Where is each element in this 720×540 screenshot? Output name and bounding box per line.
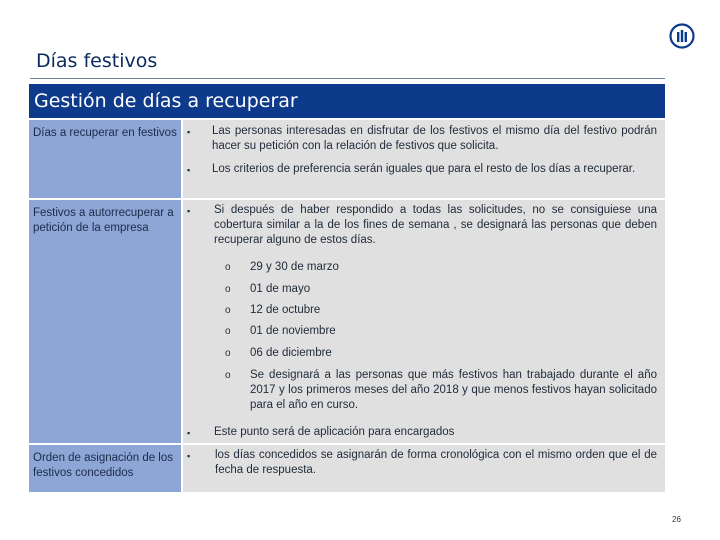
bullet-marker: ▪: [187, 451, 191, 461]
sub-item-text: 29 y 30 de marzo: [250, 261, 339, 273]
sub-bullet-marker: o: [225, 326, 231, 337]
bullet-marker: ▪: [187, 127, 191, 137]
sub-bullet-marker: o: [225, 348, 231, 359]
bullet-marker: ▪: [187, 165, 191, 175]
row-item-text: Este punto será de aplicación para encargados: [214, 426, 455, 438]
row-item-text: los días concedidos se asignarán de forma cronológica con el mismo orden que el de fecha de respuesta.: [215, 449, 657, 476]
sub-item-text: 01 de mayo: [250, 283, 311, 295]
sub-bullet-marker: o: [225, 284, 231, 295]
section-banner: Gestión de días a recuperar: [29, 84, 665, 118]
bullet-marker: ▪: [187, 428, 191, 438]
row-body-orden-asignacion: [183, 445, 665, 492]
row-body-festivos-autorrecuperar: [183, 200, 665, 443]
row-label-festivos-autorrecuperar: Festivos a autorrecuperar a petición de la empresa: [29, 200, 181, 443]
sub-item-text: Se designará a las personas que más festivos han trabajado durante el año 2017 y los primeros meses del año 2018 y que menos festivos hayan solicitado para el año en curso.: [250, 369, 657, 411]
row-item-text: Los criterios de preferencia serán iguales que para el resto de los días a recuperar.: [212, 163, 636, 175]
row-item-text: Las personas interesadas en disfrutar de los festivos el mismo día del festivo podrán hacer su petición con la relación de festivos que solicita.: [212, 125, 657, 152]
bullet-marker: ▪: [187, 206, 191, 216]
row-item-text: Si después de haber respondido a todas las solicitudes, no se consiguiese una cobertura similar a la de los fines de semana , se designará las personas que deben recuperar alguno de estos días.: [214, 204, 657, 246]
sub-bullet-marker: o: [225, 370, 231, 381]
row-label-dias-recuperar: Días a recuperar en festivos: [29, 120, 181, 198]
row-body-dias-recuperar: [183, 120, 665, 198]
sub-item-text: 12 de octubre: [250, 304, 321, 316]
sub-item-text: 01 de noviembre: [250, 325, 336, 337]
page-number: 26: [672, 515, 681, 524]
sub-bullet-marker: o: [225, 262, 231, 273]
brand-logo-icon: [669, 23, 695, 49]
row-label-orden-asignacion: Orden de asignación de los festivos concedidos: [29, 445, 181, 492]
title-divider: [30, 78, 665, 79]
sub-bullet-marker: o: [225, 305, 231, 316]
page-title: Días festivos: [36, 50, 158, 72]
sub-item-text: 06 de diciembre: [250, 347, 332, 359]
